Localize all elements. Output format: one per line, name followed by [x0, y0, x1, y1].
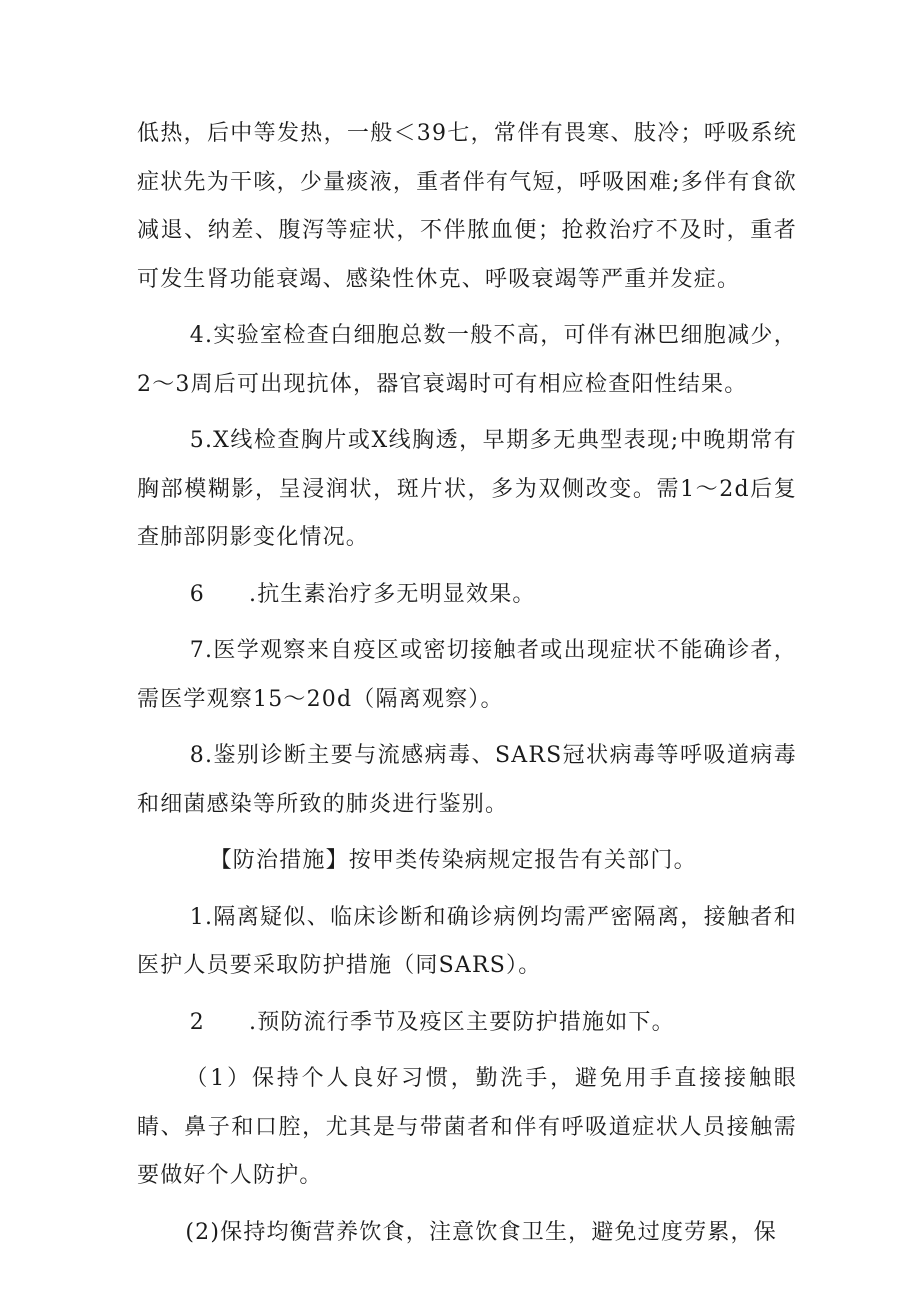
- paragraph-item-7: 7.医学观察来自疫区或密切接触者或出现症状不能确诊者，需医学观察15～20d（隔离观察）。: [137, 638, 797, 712]
- item-text: .预防流行季节及疫区主要防护措施如下。: [249, 1009, 675, 1035]
- paragraph-measure-2: (2)保持均衡营养饮食，注意饮食卫生，避免过度劳累，保: [185, 1219, 777, 1245]
- paragraph-measure-1: （1）保持个人良好习惯，勤洗手，避免用手直接接触眼睛、鼻子和口腔，尤其是与带菌者和伴有呼吸道症状人员接触需要做好个人防护。: [137, 1066, 797, 1188]
- item-number: 2: [189, 1009, 205, 1035]
- document-body: [137, 110, 797, 1257]
- paragraph-prevention-2: [137, 999, 797, 1048]
- paragraph-prevention-heading: 【防治措施】按甲类传染病规定报告有关部门。: [209, 848, 697, 873]
- paragraph-item-6: [137, 571, 797, 620]
- paragraph-item-4: 4.实验室检查白细胞总数一般不高，可伴有淋巴细胞减少，2～3周后可出现抗体，器官衰竭时可有相应检查阳性结果。: [137, 323, 797, 397]
- paragraph-item-8: 8.鉴别诊断主要与流感病毒、SARS冠状病毒等呼吸道病毒和细菌感染等所致的肺炎进行鉴别。: [137, 743, 797, 817]
- paragraph-prevention-1: 1.隔离疑似、临床诊断和确诊病例均需严密隔离，接触者和医护人员要采取防护措施（同SARS）。: [137, 904, 797, 978]
- paragraph-item-5: 5.X线检查胸片或X线胸透，早期多无典型表现;中晚期常有胸部模糊影，呈浸润状，斑片状，多为双侧改变。需1～2d后复查肺部阴影变化情况。: [137, 428, 797, 550]
- item-text: .抗生素治疗多无明显效果。: [249, 581, 536, 607]
- item-number: 6: [189, 581, 205, 607]
- paragraph-symptoms-continued: 低热，后中等发热，一般＜39七，常伴有畏寒、肢冷；呼吸系统症状先为干咳，少量痰液，重者伴有气短，呼吸困难;多伴有食欲减退、纳差、腹泻等症状，不伴脓血便；抢救治疗不及时，重者可发生肾功能衰竭、感染性休克、呼吸衰竭等严重并发症。: [137, 121, 797, 292]
